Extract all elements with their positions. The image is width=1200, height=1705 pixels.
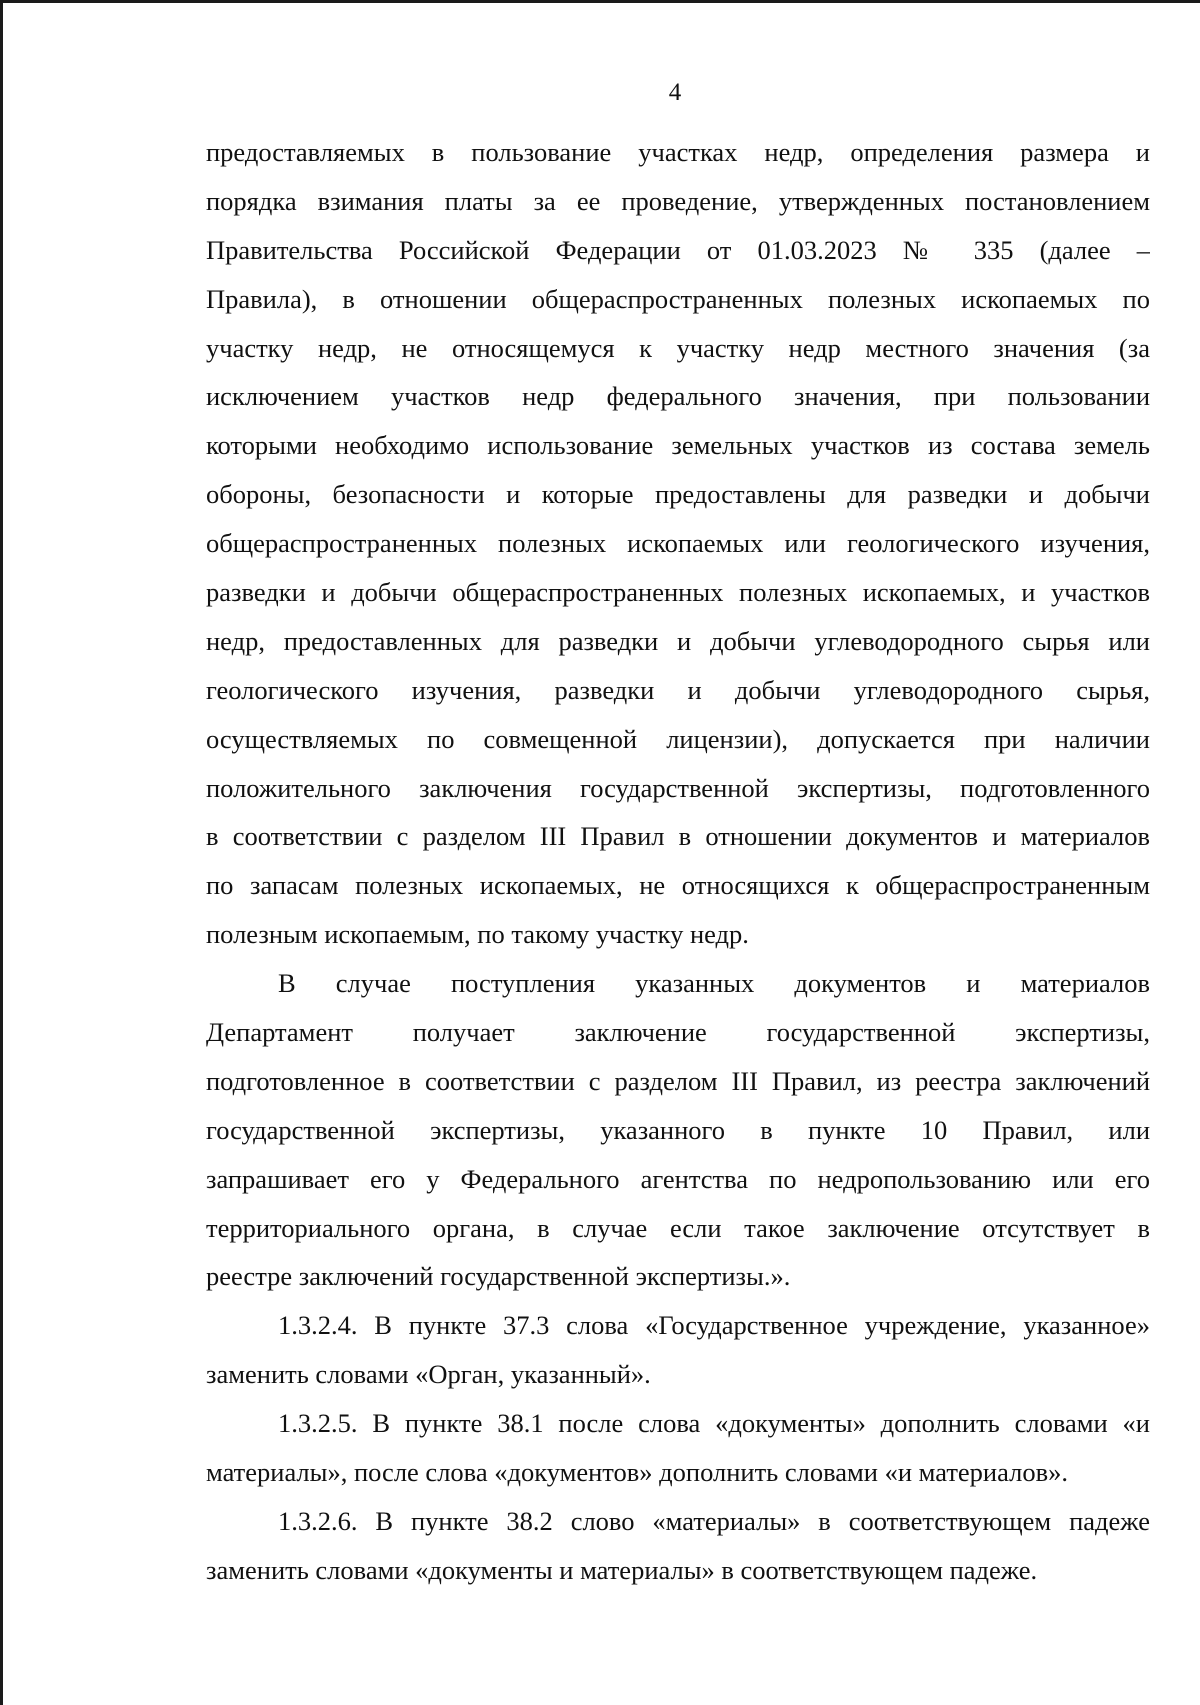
page-number: 4 — [668, 79, 682, 106]
text-line: запрашивает его у Федерального агентства по недропользованию или его — [206, 1163, 1150, 1194]
text-line: заменить словами «документы и материалы» в соответствующем падеже. — [206, 1554, 1038, 1585]
paragraph-item-1-3-2-6 — [206, 1497, 1150, 1595]
text-line: геологического изучения, разведки и добычи углеводородного сырья, — [206, 674, 1150, 705]
text-line: территориального органа, в случае если такое заключение отсутствует в — [206, 1212, 1150, 1243]
text-line: которыми необходимо использование земельных участков из состава земель — [206, 430, 1150, 461]
text-line: исключением участков недр федерального значения, при пользовании — [206, 381, 1150, 412]
text-line: обороны, безопасности и которые предоставлены для разведки и добычи — [206, 479, 1150, 510]
text-line: 1.3.2.4. В пункте 37.3 слова «Государственное учреждение, указанное» — [278, 1310, 1150, 1341]
text-line: в соответствии с разделом III Правил в отношении документов и материалов — [206, 821, 1150, 852]
text-line: Департамент получает заключение государственной экспертизы, — [206, 1017, 1150, 1048]
text-line: предоставляемых в пользование участках недр, определения размера и — [206, 137, 1150, 167]
text-line: заменить словами «Орган, указанный». — [206, 1359, 651, 1390]
text-line: разведки и добычи общераспространенных полезных ископаемых, и участков — [206, 577, 1150, 608]
text-line: Правила), в отношении общераспространенных полезных ископаемых по — [206, 283, 1150, 314]
text-line: подготовленное в соответствии с разделом III Правил, из реестра заключений — [206, 1065, 1150, 1096]
text-line: порядка взимания платы за ее проведение, утвержденных постановлением — [206, 185, 1150, 216]
text-line: положительного заключения государственной экспертизы, подготовленного — [206, 772, 1150, 803]
text-line: полезным ископаемым, по такому участку недр. — [206, 919, 749, 950]
text-line: по запасам полезных ископаемых, не относящихся к общераспространенным — [206, 870, 1150, 901]
text-line: реестре заключений государственной экспертизы.». — [206, 1261, 791, 1292]
text-line: материалы», после слова «документов» дополнить словами «и материалов». — [206, 1457, 1068, 1488]
text-line: В случае поступления указанных документов и материалов — [278, 968, 1150, 999]
text-line: 1.3.2.6. В пункте 38.2 слово «материалы» в соответствующем падеже — [278, 1505, 1150, 1536]
scan-border-top — [0, 0, 1200, 3]
text-line: недр, предоставленных для разведки и добычи углеводородного сырья или — [206, 625, 1150, 656]
text-line: осуществляемых по совмещенной лицензии), допускается при наличии — [206, 723, 1150, 754]
text-line: общераспространенных полезных ископаемых или геологического изучения, — [206, 528, 1150, 559]
scan-border-left — [0, 0, 3, 1705]
text-line: участку недр, не относящемуся к участку недр местного значения (за — [206, 332, 1150, 363]
text-line: 1.3.2.5. В пункте 38.1 после слова «документы» дополнить словами «и — [278, 1408, 1150, 1439]
paragraph-rules-continuation — [206, 128, 1150, 959]
text-line: Правительства Российской Федерации от 01.03.2023 № 335 (далее – — [206, 234, 1150, 265]
paragraph-item-1-3-2-5 — [206, 1399, 1150, 1497]
paragraph-item-1-3-2-4 — [206, 1301, 1150, 1399]
document-body — [206, 128, 1150, 1595]
paragraph-department-procedure — [206, 959, 1150, 1301]
text-line: государственной экспертизы, указанного в пункте 10 Правил, или — [206, 1114, 1150, 1145]
